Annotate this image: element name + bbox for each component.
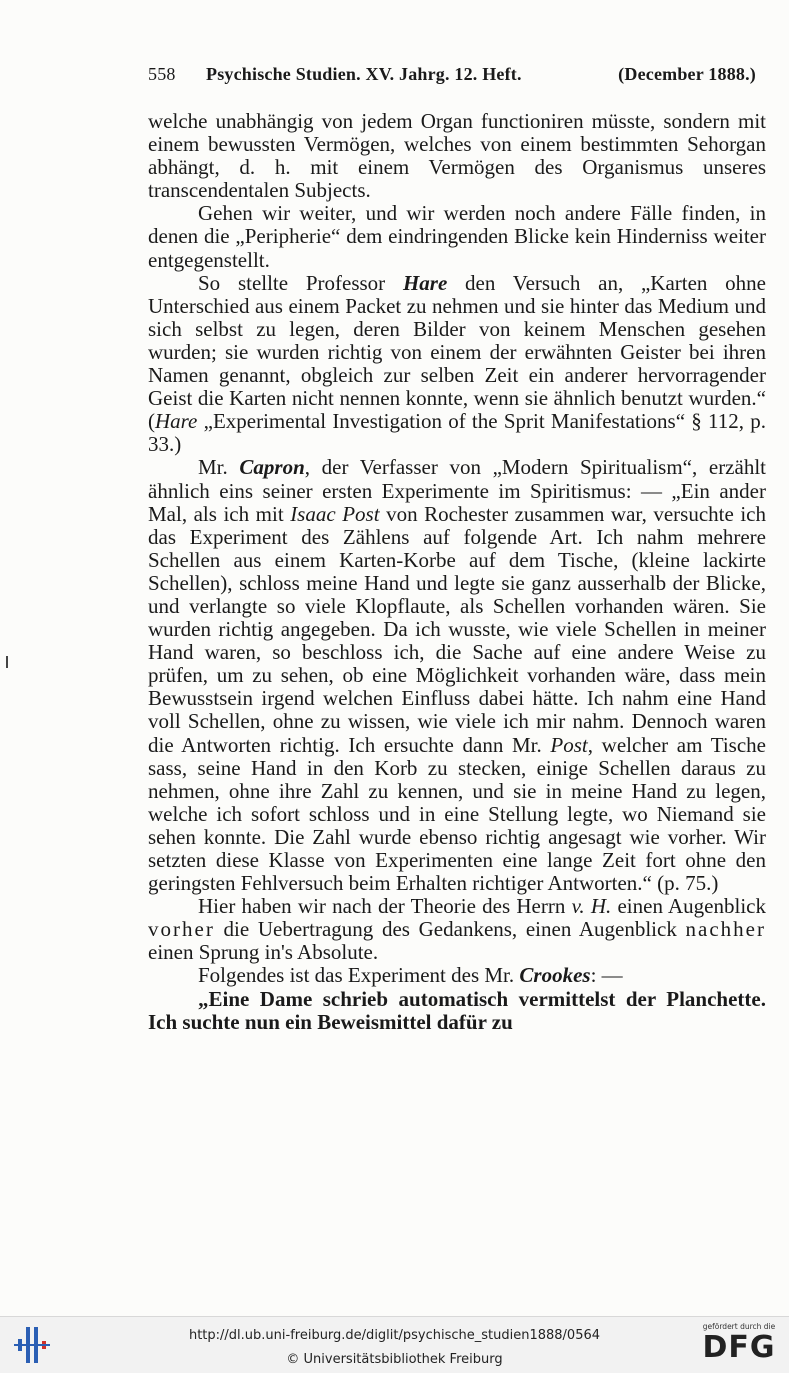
paragraph-1: welche unabhängig von jedem Organ functioniren müsste, sondern mit einem bewussten Vermögen, welches von einem bestimmten Sehorgan abhängt, d. h. mit einem Vermögen des Organismus unseres transcendentalen Subjects.: [148, 109, 766, 203]
person-name: Hare: [155, 409, 198, 434]
running-title: Psychische Studien. XV. Jahrg. 12. Heft.: [206, 64, 522, 84]
person-name: Isaac Post: [290, 501, 380, 526]
running-header: [148, 64, 756, 90]
dfg-logo-icon: DFG: [702, 1330, 776, 1365]
person-name: Hare: [402, 270, 448, 295]
paragraph-3: So stellte Professor Hare den Versuch an, „Karten ohne Unterschied aus einem Packet zu nehmen und sie hinter das Medium und sich selbst zu legen, deren Bilder von keinem Menschen gesehen wurden; sie wurden richtig von einem der erwähnten Geister bei ihren Namen genannt, obgleich zur selben Zeit ein anderer hervorragender Geist die Karten nicht nennen konnte, wenn sie ähnlich benutzt wurden.“ (Hare „Experimental Investigation of the Sprit Manifestations“ § 112, p. 33.): [148, 270, 766, 457]
page-number: 558: [148, 64, 176, 84]
paragraph-7: „Eine Dame schrieb automatisch vermittelst der Planchette. Ich suchte nun ein Beweismittel dafür zu: [148, 986, 766, 1034]
person-name: Crookes: [519, 963, 591, 988]
paragraph-5: Hier haben wir nach der Theorie des Herrn v. H. einen Augenblick vorher die Uebertragung des Gedankens, einen Augenblick nachher einen Sprung in's Absolute.: [148, 894, 766, 965]
person-name: v. H.: [571, 894, 612, 919]
margin-mark: [6, 656, 8, 668]
person-name: Post: [550, 732, 588, 757]
emphasis-spaced: vorher: [148, 917, 215, 942]
dfg-logo: [699, 1322, 779, 1370]
viewer-footer: [0, 1316, 789, 1373]
copyright-text: © Universitätsbibliothek Freiburg: [286, 1352, 503, 1367]
permalink-url[interactable]: http://dl.ub.uni-freiburg.de/diglit/psychische_studien1888/0564: [188, 1328, 601, 1343]
body-text: [148, 110, 766, 1034]
paragraph-2: Gehen wir weiter, und wir werden noch andere Fälle finden, in denen die „Peripherie“ dem eindringenden Blicke kein Hinderniss weiter entgegenstellt.: [148, 201, 766, 272]
paragraph-4: Mr. Capron, der Verfasser von „Modern Spiritualism“, erzählt ähnlich eins seiner ersten Experimente im Spiritismus: — „Ein ander Mal, als ich mit Isaac Post von Rochester zusammen war, versuchte ich das Experiment des Zählens auf folgende Art. Ich nahm mehrere Schellen aus einem Karten-Korbe auf dem Tische, (kleine lackirte Schellen), schloss meine Hand und legte sie ganz ausserhalb der Blicke, und verlangte so viele Klopflaute, als Schellen vorhanden wären. Sie wurden richtig angegeben. Da ich wusste, wie viele Schellen in meiner Hand waren, so beschloss ich, die Sache auf eine andere Weise zu prüfen, um zu sehen, ob eine Möglichkeit vorhanden wäre, dass mein Bewusstsein irgend welchen Einfluss dabei hätte. Ich nahm eine Hand voll Schellen, ohne zu wissen, wie viele ich mir nahm. Dennoch waren die Antworten richtig. Ich ersuchte dann Mr. Post, welcher am Tische sass, seine Hand in den Korb zu stecken, einige Schellen daraus zu nehmen, ohne ihre Zahl zu kennen, und sie in meine Hand zu legen, welche ich sofort schloss und in eine Stellung legte, wo Niemand sie sehen konnte. Die Zahl wurde ebenso richtig angesagt wie vorher. Wir setzten diese Klasse von Experimenten eine lange Zeit fort ohne den geringsten Fehlversuch beim Erhalten richtiger Antworten.“ (p. 75.): [148, 455, 766, 896]
emphasis-spaced: nachher: [685, 917, 766, 942]
paragraph-6: Folgendes ist das Experiment des Mr. Crookes: —: [198, 963, 623, 988]
person-name: Capron: [239, 455, 305, 480]
dfg-tagline: gefördert durch die: [702, 1322, 776, 1331]
issue-date: (December 1888.): [618, 64, 756, 84]
